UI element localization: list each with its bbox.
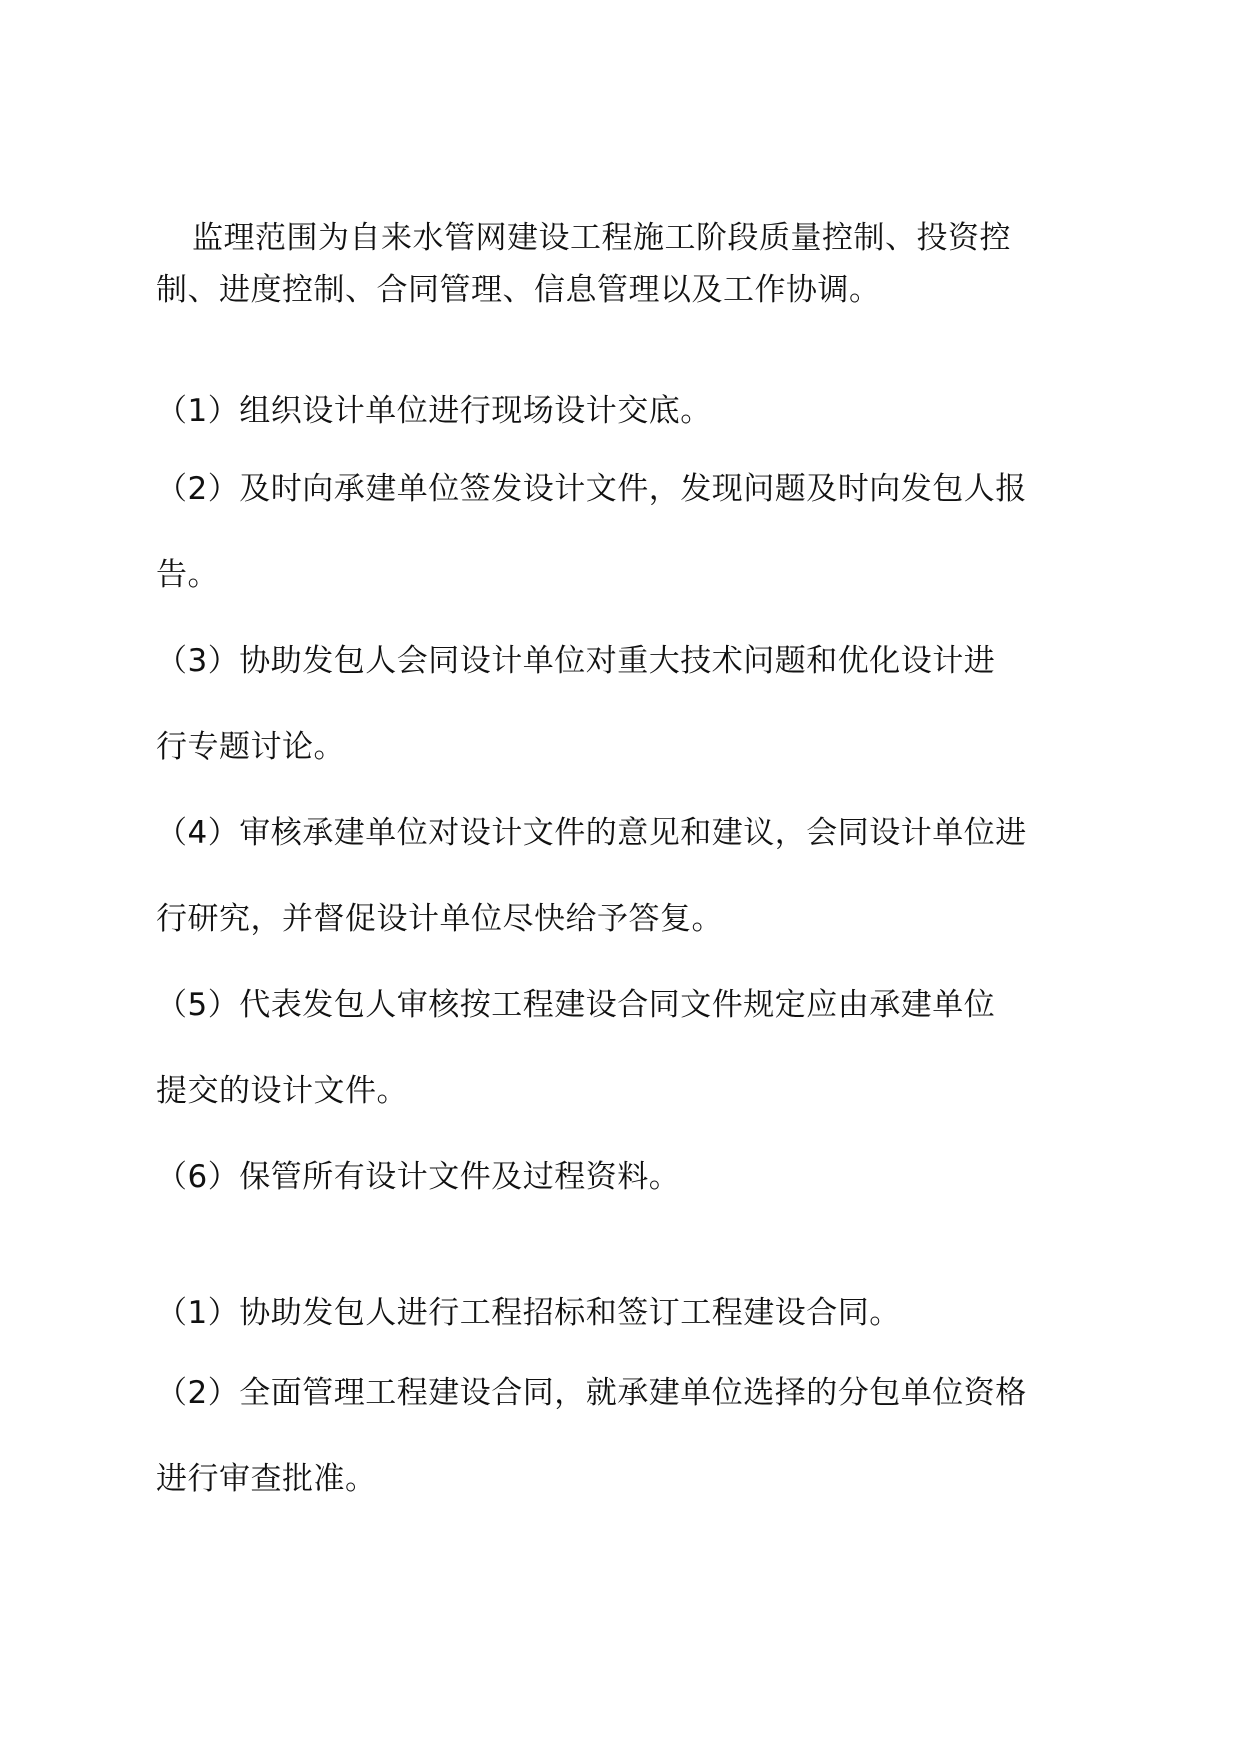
design-item-4-line-2: 行研究，并督促设计单位尽快给予答复。 (156, 901, 723, 937)
contract-item-2-line-1: （2）全面管理工程建设合同，就承建单位选择的分包单位资格 (156, 1375, 1027, 1411)
design-item-2-line-1: （2）及时向承建单位签发设计文件，发现问题及时向发包人报 (156, 471, 1027, 507)
design-item-2-line-2: 告。 (156, 557, 219, 593)
design-item-4-line-1: （4）审核承建单位对设计文件的意见和建议，会同设计单位进 (156, 815, 1027, 851)
contract-item-2 (156, 1350, 1094, 1522)
design-item-6-line-1: （6）保管所有设计文件及过程资料。 (156, 1159, 681, 1195)
design-item-3-line-2: 行专题讨论。 (156, 729, 345, 765)
intro-line-1: 监理范围为自来水管网建设工程施工阶段质量控制、投资控 (192, 220, 1011, 256)
design-item-5-line-1: （5）代表发包人审核按工程建设合同文件规定应由承建单位 (156, 987, 996, 1023)
intro-line-2: 制、进度控制、合同管理、信息管理以及工作协调。 (156, 272, 881, 308)
design-item-1-line-1: （1）组织设计单位进行现场设计交底。 (156, 393, 712, 429)
design-item-2 (156, 446, 1094, 618)
contract-item-1 (156, 1270, 1094, 1356)
contract-item-2-line-2: 进行审查批准。 (156, 1461, 377, 1497)
design-item-1 (156, 368, 1094, 454)
design-item-5 (156, 962, 1094, 1134)
design-item-5-line-2: 提交的设计文件。 (156, 1073, 408, 1109)
design-item-3-line-1: （3）协助发包人会同设计单位对重大技术问题和优化设计进 (156, 643, 996, 679)
contract-item-1-line-1: （1）协助发包人进行工程招标和签订工程建设合同。 (156, 1295, 901, 1331)
design-item-3 (156, 618, 1094, 790)
intro-paragraph (156, 212, 1094, 316)
design-item-6 (156, 1134, 1094, 1220)
design-item-4 (156, 790, 1094, 962)
